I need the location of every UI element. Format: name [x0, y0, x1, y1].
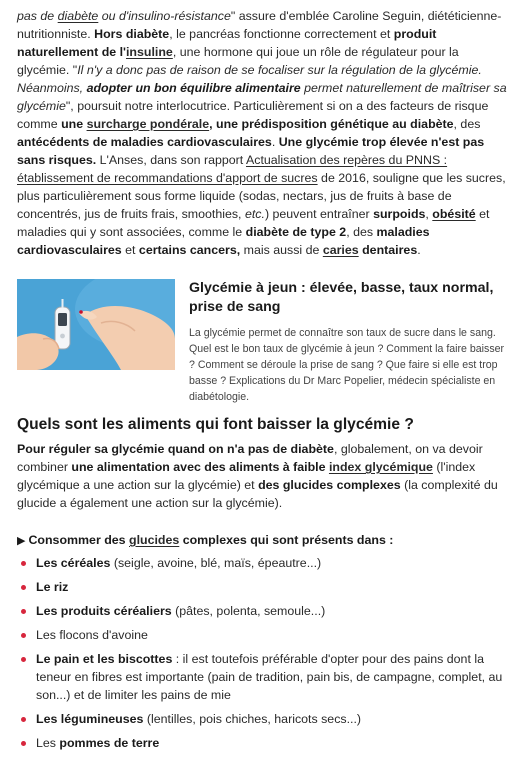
text: .: [417, 243, 421, 257]
foods-list: [17, 554, 512, 758]
text: (seigle, avoine, blé, maïs, épeautre...): [110, 556, 322, 570]
list-item: [17, 602, 512, 620]
bold-text: surpoids: [373, 207, 426, 221]
text: Les flocons d'avoine: [36, 628, 148, 642]
text: Consommer des: [28, 533, 129, 547]
bold-text: [61, 117, 453, 131]
bold-text: diabète de type 2: [245, 225, 347, 239]
text: dentaires: [358, 243, 418, 257]
bullet-dot-icon: [21, 657, 26, 662]
link-surcharge-ponderale[interactable]: surcharge pondérale: [86, 117, 210, 131]
text: , des: [453, 117, 481, 131]
bold-text: adopter un bon équilibre alimentaire: [86, 81, 301, 95]
bold-text: certains cancers,: [138, 243, 241, 257]
text: , une hormone qui joue un rôle de régulateur pour la glycémie. ": [17, 45, 459, 77]
text: (la complexité du glucide a également une action sur la glycémie).: [17, 478, 498, 510]
bold-text: Les produits céréaliers: [36, 604, 172, 618]
text: pas de: [17, 9, 58, 23]
glucometer-image[interactable]: [17, 279, 175, 370]
text: (lentilles, pois chiches, haricots secs...): [143, 712, 362, 726]
text: (l'index glycémique a une action sur la glycémie) et: [17, 460, 476, 492]
text: ", poursuit notre interlocutrice. Particulièrement si on a des facteurs de risque comme: [17, 99, 489, 131]
section-heading: Quels sont les aliments qui font baisser la glycémie ?: [17, 416, 414, 433]
list-item: [17, 626, 512, 644]
text: L'Anses, dans son rapport: [96, 153, 246, 167]
link-obesite[interactable]: [432, 207, 475, 221]
list-item: [17, 578, 512, 596]
bold-text: des glucides complexes: [258, 478, 401, 492]
list-item: [17, 710, 512, 728]
bullet-dot-icon: [21, 585, 26, 590]
text: " assure d'emblée Caroline Seguin, diététicienne-nutritionniste.: [17, 9, 502, 41]
text: Les: [36, 736, 60, 750]
list-item: [17, 650, 512, 704]
bold-text: antécédents de maladies cardiovasculaires: [17, 135, 272, 149]
text: une: [61, 117, 87, 131]
bullet-dot-icon: [21, 633, 26, 638]
text: une alimentation avec des aliments à faible: [71, 460, 329, 474]
list-item: [17, 734, 512, 752]
bold-text: Une glycémie trop élevée n'est pas sans risques.: [17, 135, 485, 167]
bold-text: [71, 460, 433, 474]
bold-text: Hors diabète: [94, 27, 170, 41]
glucometer-illustration: [17, 279, 175, 370]
text: ,: [425, 207, 433, 221]
bold-text: maladies cardiovasculaires: [17, 225, 430, 257]
bullet-dot-icon: [21, 717, 26, 722]
bold-text: [28, 533, 393, 547]
bullet-dot-icon: [21, 561, 26, 566]
italic-text: etc.: [244, 207, 265, 221]
bold-text: Le pain et les biscottes: [36, 652, 173, 666]
text: et maladies qui y sont associées, comme le: [17, 207, 490, 239]
text: , des: [346, 225, 377, 239]
link-index-glycemique[interactable]: index glycémique: [328, 460, 433, 474]
text: produit naturellement de l': [17, 27, 437, 59]
related-article-title[interactable]: Glycémie à jeun : élevée, basse, taux normal, prise de sang: [189, 280, 494, 315]
text: permet naturellement de maîtriser sa glycémie: [17, 81, 507, 113]
text: ) peuvent entraîner: [264, 207, 374, 221]
text: .: [271, 135, 279, 149]
list-item: [17, 554, 512, 572]
text: Il n'y a donc pas de raison de se focaliser sur la régulation de la glycémie. Néanmoins,: [17, 63, 482, 95]
related-article-text: [189, 279, 512, 405]
bullet-dot-icon: [21, 609, 26, 614]
bold-text: pommes de terre: [59, 736, 160, 750]
text: (pâtes, polenta, semoule...): [171, 604, 326, 618]
section-intro: [17, 440, 512, 512]
bold-text: Le riz: [36, 580, 69, 594]
article-body: [17, 7, 512, 259]
related-article-card[interactable]: [17, 279, 512, 401]
text: mais aussi de: [240, 243, 323, 257]
bold-text: obésité: [432, 207, 476, 221]
bold-text: Pour réguler sa glycémie quand on n'a pas de diabète: [17, 442, 334, 456]
link-anses-report[interactable]: Actualisation des repères du PNNS : établissement de recommandations d'apport de sucres: [17, 153, 448, 185]
bold-text: Les légumineuses: [36, 712, 144, 726]
bullet-dot-icon: [21, 741, 26, 746]
text: : il est toutefois préférable d'opter pour des pains dont la teneur en fibres est importante (pain de tradition, pain bis, de campagne, complet, au son...) et de limiter les pains de mie: [36, 652, 503, 702]
related-article-description: La glycémie permet de connaître son taux de sucre dans le sang. Quel est le bon taux de glycémie à jeun ? Comment la faire baisser ? Comment se déroule la prise de sang ? Que faire si elle est trop basse ? Explications du Dr Marc Popelier, médecin spécialiste en diabétologie.: [189, 327, 505, 403]
link-diabete[interactable]: diabète: [57, 9, 99, 23]
play-triangle-icon: ▶: [17, 535, 26, 547]
link-caries[interactable]: caries: [322, 243, 359, 257]
text: de 2016, souligne que les sucres, plus particulièrement sous forme liquide (sodas, nectars, jus de fruits à base de concentrés, jus de fruits frais, smoothies,: [17, 171, 506, 221]
intro-paragraph: [17, 7, 512, 259]
bold-text: Les céréales: [36, 556, 111, 570]
link-glucides[interactable]: glucides: [129, 533, 180, 547]
text: et: [121, 243, 139, 257]
link-insuline[interactable]: insuline: [125, 45, 173, 59]
text: complexes qui sont présents dans :: [179, 533, 394, 547]
text: , globalement, on va devoir combiner: [17, 442, 483, 474]
text: , une prédisposition génétique au diabète: [209, 117, 454, 131]
text: ou d'insulino-résistance: [98, 9, 231, 23]
bold-text: [323, 243, 417, 257]
text: , le pancréas fonctionne correctement et: [169, 27, 394, 41]
consume-heading: [17, 531, 512, 550]
